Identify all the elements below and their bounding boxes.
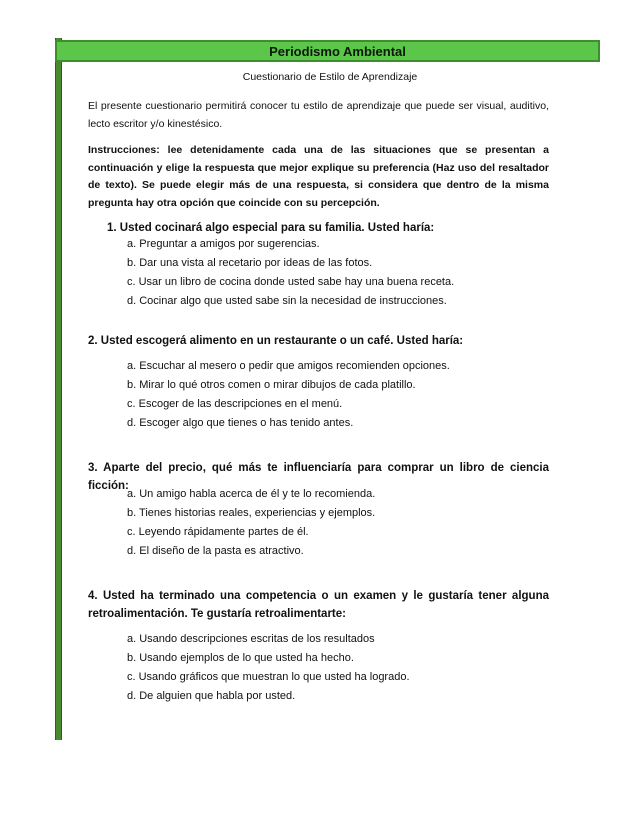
document-subtitle: Cuestionario de Estilo de Aprendizaje bbox=[242, 71, 418, 83]
question-1-option-d: d. Cocinar algo que usted sabe sin la necesidad de instrucciones. bbox=[127, 295, 447, 307]
question-2-options bbox=[127, 357, 450, 433]
question-1-option-a: a. Preguntar a amigos por sugerencias. bbox=[127, 238, 320, 250]
question-3-option-c: c. Leyendo rápidamente partes de él. bbox=[127, 526, 309, 538]
question-3-option-a: a. Un amigo habla acerca de él y te lo recomienda. bbox=[127, 488, 376, 500]
question-3-options bbox=[127, 485, 375, 561]
question-1-option-c: c. Usar un libro de cocina donde usted sabe hay una buena receta. bbox=[127, 276, 455, 288]
question-4-option-b: b. Usando ejemplos de lo que usted ha hecho. bbox=[127, 652, 354, 664]
question-4-title: 4. Usted ha terminado una competencia o un examen y le gustaría tener alguna retroalimentación. Te gustaría retroalimentarte: bbox=[88, 590, 549, 620]
question-1-option-b: b. Dar una vista al recetario por ideas de las fotos. bbox=[127, 257, 373, 269]
question-4-option-a: a. Usando descripciones escritas de los resultados bbox=[127, 633, 375, 645]
question-2-option-d: d. Escoger algo que tienes o has tenido antes. bbox=[127, 417, 354, 429]
question-2-option-c: c. Escoger de las descripciones en el menú. bbox=[127, 398, 343, 410]
question-3-option-b: b. Tienes historias reales, experiencias y ejemplos. bbox=[127, 507, 376, 519]
question-2-option-b: b. Mirar lo qué otros comen o mirar dibujos de cada platillo. bbox=[127, 379, 416, 391]
question-3-option-d: d. El diseño de la pasta es atractivo. bbox=[127, 545, 304, 557]
question-3-title: 3. Aparte del precio, qué más te influenciaría para comprar un libro de ciencia ficción: bbox=[88, 462, 549, 492]
question-2-option-a: a. Escuchar al mesero o pedir que amigos recomienden opciones. bbox=[127, 360, 450, 372]
question-4-option-d: d. De alguien que habla por usted. bbox=[127, 690, 296, 702]
left-border-bar bbox=[55, 38, 62, 740]
question-2-title: 2. Usted escogerá alimento en un restaurante o un café. Usted haría: bbox=[88, 335, 464, 347]
header-banner bbox=[55, 40, 600, 62]
question-1-options bbox=[127, 235, 454, 311]
intro-paragraph: El presente cuestionario permitirá conocer tu estilo de aprendizaje que puede ser visual, auditivo, lecto escritor y/o kinestésico. bbox=[88, 100, 549, 130]
question-4-option-c: c. Usando gráficos que muestran lo que usted ha logrado. bbox=[127, 671, 410, 683]
question-4-options bbox=[127, 630, 410, 706]
page-title: Periodismo Ambiental bbox=[269, 43, 406, 59]
question-1-title: 1. Usted cocinará algo especial para su familia. Usted haría: bbox=[107, 222, 435, 234]
instructions-paragraph: Instrucciones: lee detenidamente cada una de las situaciones que se presentan a continuación y elige la respuesta que mejor explique su preferencia (Haz uso del resaltador de texto). Se puede elegir más de una respuesta, si considera que dentro de la misma pregunta hay otra opción que coincide con su percepción. bbox=[88, 144, 549, 209]
